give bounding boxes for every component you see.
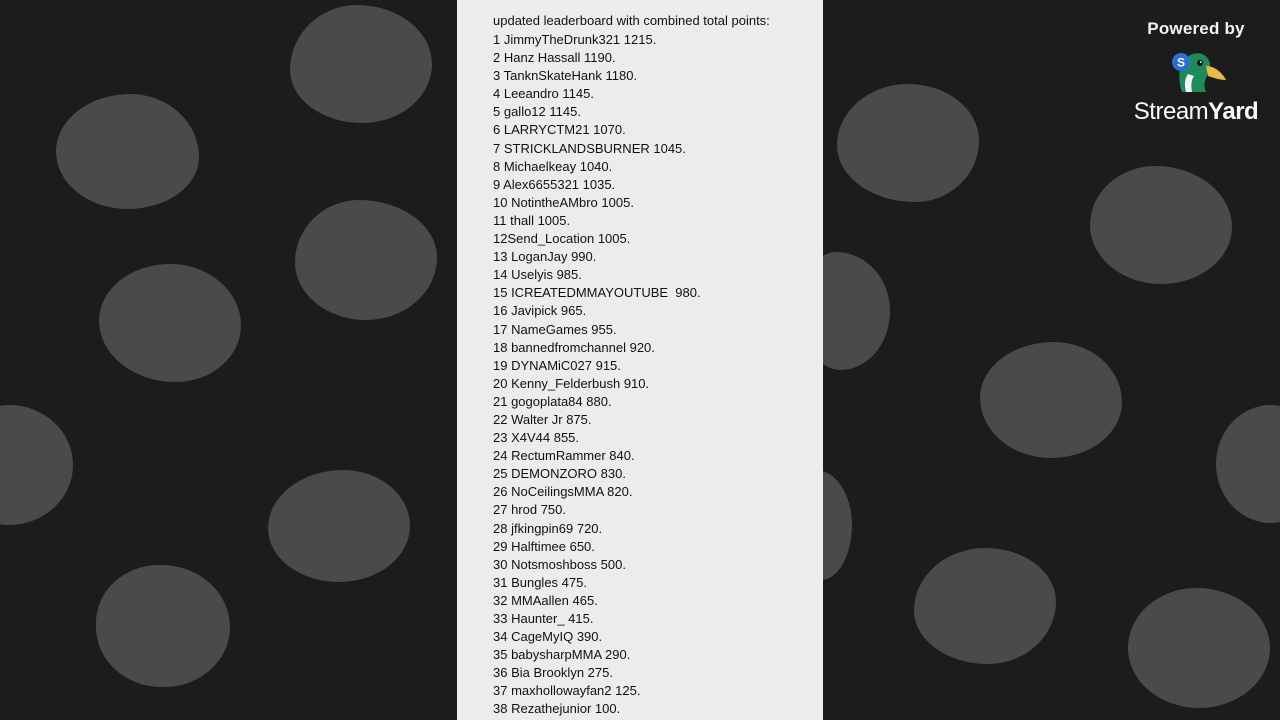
leaderboard-entry: 4 Leeandro 1145. <box>493 86 594 102</box>
streamyard-branding <box>1118 16 1274 132</box>
leaderboard-entry: 7 STRICKLANDSBURNER 1045. <box>493 140 686 156</box>
leaderboard-entry: 18 bannedfromchannel 920. <box>493 339 655 355</box>
leaderboard-entry: 35 babysharpMMA 290. <box>493 647 631 663</box>
leaderboard-entry: 23 X4V44 855. <box>493 430 580 446</box>
leaderboard-entry: 22 Walter Jr 875. <box>493 411 592 427</box>
leaderboard-entry: 10 NotintheAMbro 1005. <box>493 194 634 210</box>
background-blob <box>56 94 199 209</box>
background-blob <box>1216 405 1280 523</box>
leaderboard-entry: 32 MMAallen 465. <box>493 592 598 608</box>
leaderboard-entry: 19 DYNAMiC027 915. <box>493 357 621 373</box>
leaderboard-entry: 16 Javipick 965. <box>493 303 587 319</box>
leaderboard-entry: 34 CageMyIQ 390. <box>493 629 603 645</box>
powered-by-label: Powered by <box>1147 19 1245 38</box>
background-blob <box>268 470 410 582</box>
leaderboard-entry: 8 Michaelkeay 1040. <box>493 158 613 174</box>
leaderboard-entry: 15 ICREATEDMMAYOUTUBE 980. <box>493 285 701 301</box>
streamyard-wordmark <box>1118 98 1274 126</box>
background-blob <box>914 548 1056 664</box>
leaderboard-entry: 27 hrod 750. <box>493 502 567 518</box>
leaderboard-entry: 31 Bungles 475. <box>493 574 587 590</box>
leaderboard-entry: 38 Rezathejunior 100. <box>493 701 621 717</box>
leaderboard-entry: 29 Halftimee 650. <box>493 538 595 554</box>
background-blob <box>99 264 241 382</box>
leaderboard-entry: 12Send_Location 1005. <box>493 231 631 247</box>
leaderboard-entry: 6 LARRYCTM21 1070. <box>493 122 626 138</box>
leaderboard-entry: 21 gogoplata84 880. <box>493 393 612 409</box>
leaderboard-entry: 30 Notsmoshboss 500. <box>493 556 626 572</box>
leaderboard-entry: 20 Kenny_Felderbush 910. <box>493 375 650 391</box>
leaderboard-entry: 33 Haunter_ 415. <box>493 611 594 626</box>
background-blob <box>96 565 230 687</box>
background-blob <box>295 200 437 320</box>
leaderboard-entry: 2 Hanz Hassall 1190. <box>493 50 616 66</box>
leaderboard-entry: 3 TanknSkateHank 1180. <box>493 68 638 84</box>
background-blob <box>290 5 432 123</box>
leaderboard-entry: 36 Bia Brooklyn 275. <box>493 665 613 681</box>
leaderboard-entry: 26 NoCeilingsMMA 820. <box>493 484 633 500</box>
leaderboard-entry: 17 NameGames 955. <box>493 321 617 337</box>
leaderboard-list <box>493 31 823 719</box>
wordmark-stream: Stream <box>1133 98 1209 125</box>
leaderboard-entry: 5 gallo12 1145. <box>493 104 581 120</box>
background-blob <box>0 405 73 525</box>
background-blob <box>1128 588 1270 708</box>
wordmark-yard: Yard <box>1208 98 1259 125</box>
leaderboard-entry: 24 RectumRammer 840. <box>493 448 635 464</box>
shared-document <box>457 0 823 720</box>
leaderboard-entry: 28 jfkingpin69 720. <box>493 520 603 536</box>
leaderboard-entry: 25 DEMONZORO 830. <box>493 466 626 482</box>
leaderboard-entry: 11 thall 1005. <box>493 212 571 228</box>
svg-text:S: S <box>1176 55 1186 70</box>
leaderboard-entry: 9 Alex6655321 1035. <box>493 176 616 192</box>
background-blob <box>980 342 1122 458</box>
leaderboard-entry: 14 Uselyis 985. <box>493 267 582 283</box>
leaderboard-title: updated leaderboard with combined total points: <box>493 13 770 28</box>
background-blob <box>837 84 979 202</box>
leaderboard-entry: 13 LoganJay 990. <box>493 249 597 265</box>
background-blob <box>1090 166 1232 284</box>
leaderboard-entry: 37 maxhollowayfan2 125. <box>493 683 641 699</box>
duck-logo-icon <box>1164 46 1228 98</box>
leaderboard-entry: 1 JimmyTheDrunk321 1215. <box>493 32 657 47</box>
